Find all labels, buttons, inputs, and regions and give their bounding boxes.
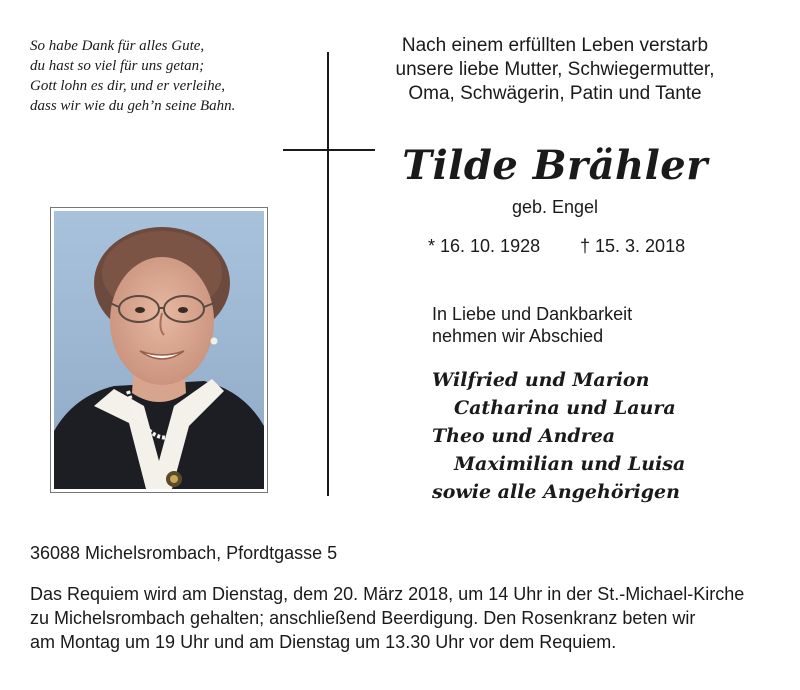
intro-line: Oma, Schwägerin, Patin und Tante [408, 83, 702, 104]
deceased-name: Tilde Brähler [402, 142, 708, 189]
cross-horizontal-bar [283, 149, 375, 151]
poem [30, 36, 320, 116]
portrait-photo [50, 207, 268, 493]
birth-date: * 16. 10. 1928 [428, 236, 541, 256]
requiem-line: Das Requiem wird am Dienstag, dem 20. März 2018, um 14 Uhr in der St.-Michael-Kirche [30, 584, 745, 604]
poem-line: du hast so viel für uns getan; [30, 58, 205, 74]
death-date: † 15. 3. 2018 [580, 236, 686, 256]
requiem-line: am Montag um 19 Uhr und am Dienstag um 13.30 Uhr vor dem Requiem. [30, 632, 617, 652]
poem-line: Gott lohn es dir, und er verleihe, [30, 78, 225, 94]
maiden-name: geb. Engel [511, 197, 599, 217]
mourner-line: Wilfried und Marion [432, 369, 650, 391]
cross-vertical-bar [327, 52, 329, 496]
farewell-line: nehmen wir Abschied [432, 326, 604, 346]
address: 36088 Michelsrombach, Pfordtgasse 5 [30, 543, 338, 563]
mourner-line: Theo und Andrea [432, 425, 616, 447]
farewell-line: In Liebe und Dankbarkeit [432, 304, 633, 324]
mourner-line: Maximilian und Luisa [454, 453, 686, 475]
mourner-line: sowie alle Angehörigen [432, 481, 680, 503]
mourner-line: Catharina und Laura [454, 397, 676, 419]
requiem-line: zu Michelsrombach gehalten; anschließend Beerdigung. Den Rosenkranz beten wir [30, 608, 696, 628]
intro-line: unsere liebe Mutter, Schwiegermutter, [395, 59, 715, 80]
portrait-illustration [54, 211, 264, 489]
mourners-list [432, 366, 772, 506]
announcement-intro [360, 34, 750, 106]
requiem-notice [30, 582, 775, 654]
farewell-text [432, 303, 762, 347]
intro-line: Nach einem erfüllten Leben verstarb [401, 35, 709, 56]
poem-line: dass wir wie du geh’n seine Bahn. [30, 98, 236, 114]
poem-line: So habe Dank für alles Gute, [30, 38, 205, 54]
